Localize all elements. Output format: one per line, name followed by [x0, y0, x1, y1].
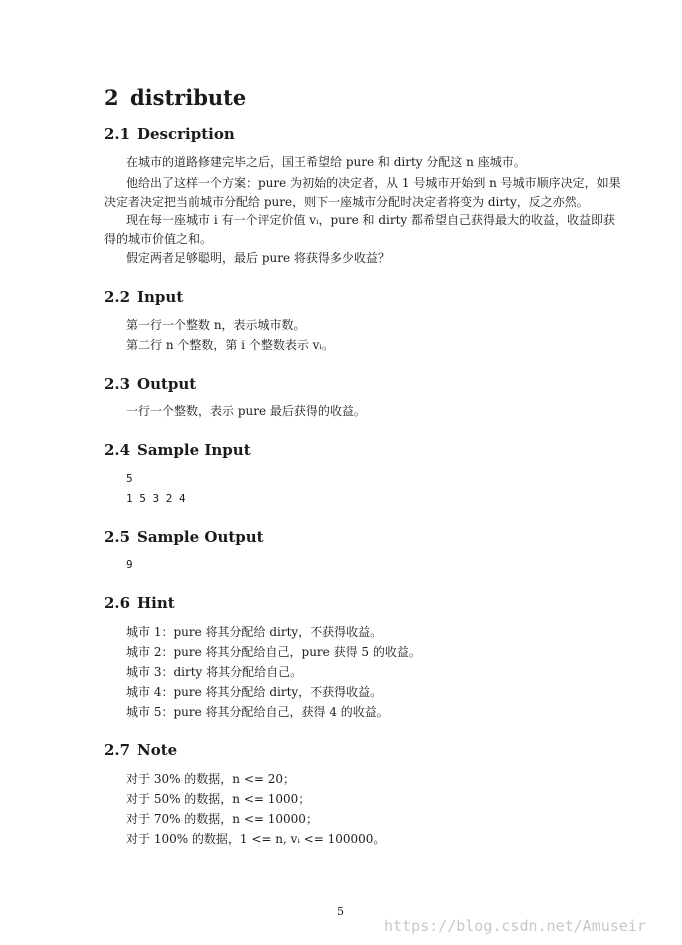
hint-line: 城市 2：pure 将其分配给自己，pure 获得 5 的收益。: [126, 645, 421, 659]
description-p1: 在城市的道路修建完毕之后，国王希望给 pure 和 dirty 分配这 n 座城市。: [126, 155, 526, 169]
sample-output-heading: [104, 528, 264, 546]
note-heading: [104, 741, 177, 759]
sample-input-title: Sample Input: [137, 441, 251, 459]
output-heading: [104, 375, 196, 393]
input-line-2: 第二行 n 个整数，第 i 个整数表示 vᵢ。: [126, 338, 334, 352]
output-line-1: 一行一个整数，表示 pure 最后获得的收益。: [126, 404, 366, 418]
input-title: Input: [137, 288, 184, 306]
hint-line: 城市 1：pure 将其分配给 dirty，不获得收益。: [126, 625, 383, 639]
hint-line: 城市 3：dirty 将其分配给自己。: [126, 665, 303, 679]
sample-input-number: 2.4: [104, 441, 131, 459]
section-title: distribute: [130, 85, 247, 110]
sample-output-title: Sample Output: [137, 528, 264, 546]
sample-input-line-2: 1 5 3 2 4: [126, 492, 186, 505]
note-title: Note: [137, 741, 178, 759]
hint-title: Hint: [137, 594, 175, 612]
sample-input-heading: [104, 441, 251, 459]
input-line-1: 第一行一个整数 n，表示城市数。: [126, 318, 306, 332]
sample-output-number: 2.5: [104, 528, 131, 546]
hint-heading: [104, 594, 175, 612]
hint-number: 2.6: [104, 594, 131, 612]
description-heading: [104, 125, 235, 143]
sample-input-line-1: 5: [126, 472, 133, 485]
description-p3b: 得的城市价值之和。: [104, 232, 213, 246]
input-heading: [104, 288, 183, 306]
watermark-url: https://blog.csdn.net/Amuseir: [384, 917, 646, 935]
input-number: 2.2: [104, 288, 131, 306]
page-number: 5: [337, 905, 344, 918]
note-line: 对于 50% 的数据，n <= 1000；: [126, 792, 311, 806]
description-p2a: 他给出了这样一个方案：pure 为初始的决定者，从 1 号城市开始到 n 号城市顺序决定，如果: [126, 176, 621, 190]
sample-output-line-1: 9: [126, 558, 133, 571]
note-line: 对于 70% 的数据，n <= 10000；: [126, 812, 318, 826]
description-p2b: 决定者决定把当前城市分配给 pure，则下一座城市分配时决定者将变为 dirty，反之亦然。: [104, 195, 589, 209]
description-p4: 假定两者足够聪明，最后 pure 将获得多少收益？: [126, 251, 390, 265]
hint-line: 城市 4：pure 将其分配给 dirty，不获得收益。: [126, 685, 383, 699]
description-title: Description: [137, 125, 235, 143]
hint-line: 城市 5：pure 将其分配给自己，获得 4 的收益。: [126, 705, 389, 719]
output-number: 2.3: [104, 375, 131, 393]
note-line: 对于 30% 的数据，n <= 20；: [126, 772, 296, 786]
section-heading: [104, 85, 246, 110]
description-number: 2.1: [104, 125, 131, 143]
description-p3a: 现在每一座城市 i 有一个评定价值 vᵢ，pure 和 dirty 都希望自己获得最大的收益，收益即获: [126, 213, 616, 227]
section-number: 2: [104, 85, 119, 110]
output-title: Output: [137, 375, 197, 393]
note-number: 2.7: [104, 741, 131, 759]
note-line: 对于 100% 的数据，1 <= n, vᵢ <= 100000。: [126, 832, 386, 846]
